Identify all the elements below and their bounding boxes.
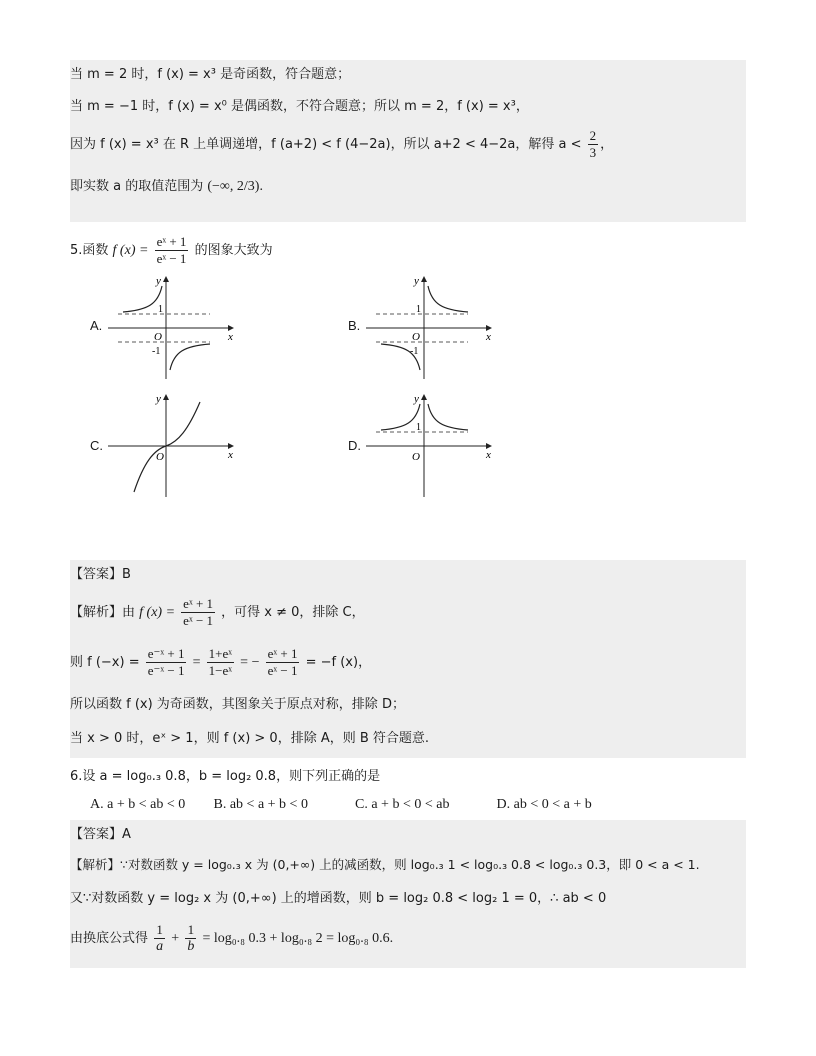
punctuation: ，: [600, 137, 614, 152]
fraction: [155, 234, 189, 267]
graph-options: [70, 274, 746, 574]
explanation-line: 【解析】∵对数函数 y = log₀.₃ x 为 (0,+∞) 上的减函数，则 log₀.₃ 1 < log₀.₃ 0.8 < log₀.₃ 0.3，即 0 < a < 1.: [70, 857, 700, 872]
question-number: 5.函数: [70, 243, 109, 258]
tick-label: -1: [410, 346, 419, 357]
numerator: 2: [589, 128, 597, 143]
option-label-d: D.: [348, 438, 361, 453]
solution-line: [70, 126, 746, 170]
graph-c: [108, 392, 238, 502]
numerator: eˣ + 1: [267, 646, 298, 661]
answer-block-5: [70, 560, 746, 758]
solution-line: 当 m = −1 时，f (x) = x⁰ 是偶函数，不符合题意；所以 m = 2，f (x) = x³，: [70, 99, 529, 114]
explanation-line: [70, 644, 746, 686]
solution-line: [70, 174, 746, 218]
numerator: 1: [185, 922, 196, 939]
tick-label: 1: [158, 304, 163, 315]
solution-line: 当 m = 2 时，f (x) = x³ 是奇函数，符合题意；: [70, 67, 351, 82]
explanation-text: ，可得 x ≠ 0，排除 C，: [221, 605, 365, 620]
origin-label: O: [412, 451, 420, 463]
origin-label: O: [412, 331, 420, 343]
numerator: eˣ + 1: [156, 234, 187, 249]
choice-c: C. a + b < 0 < ab: [355, 797, 450, 812]
graph-d: [366, 392, 496, 502]
denominator: 3: [589, 145, 597, 160]
explanation-text: = −f (x)，: [305, 655, 372, 670]
equals-sign: =: [192, 655, 201, 670]
fraction: [266, 646, 300, 679]
answer-line: 【答案】A: [70, 827, 131, 842]
y-axis-label: y: [414, 393, 419, 405]
choices: [70, 792, 746, 818]
option-label-a: A.: [90, 318, 103, 333]
y-axis-label: y: [414, 275, 419, 287]
solution-text: 因为 f (x) = x³ 在 R 上单调递增，f (a+2) < f (4−2a)，所以 a+2 < 4−2a，解得 a <: [70, 137, 582, 152]
explanation-line: [70, 594, 746, 636]
x-axis-label: x: [486, 449, 491, 461]
x-axis-label: x: [228, 331, 233, 343]
numerator: 1+eˣ: [208, 646, 233, 661]
y-axis-label: y: [156, 275, 161, 287]
origin-label: O: [154, 331, 162, 343]
explanation-line: 所以函数 f (x) 为奇函数，其图象关于原点对称，排除 D；: [70, 697, 405, 712]
fraction: [154, 922, 165, 955]
explanation-line: [70, 920, 746, 964]
fraction: [185, 922, 196, 955]
denominator: 1−eˣ: [208, 663, 233, 678]
question-text: 的图象大致为: [194, 243, 273, 258]
explanation-line: 当 x > 0 时，eˣ > 1，则 f (x) > 0，排除 A，则 B 符合题意.: [70, 731, 430, 746]
solution-text: 即实数 a 的取值范围为: [70, 179, 204, 194]
denominator: eˣ − 1: [267, 663, 298, 678]
function-name: f (x) =: [139, 605, 176, 620]
denominator: e⁻ˣ − 1: [147, 663, 185, 678]
choice-d: D. ab < 0 < a + b: [496, 797, 592, 812]
denominator: a: [156, 939, 164, 954]
fraction: [207, 646, 234, 679]
fraction: [588, 128, 599, 161]
question-stem: 6.设 a = log₀.₃ 0.8，b = log₂ 0.8，则下列正确的是: [70, 769, 381, 784]
explanation-line: 又∵对数函数 y = log₂ x 为 (0,+∞) 上的增函数，则 b = log₂ 0.8 < log₂ 1 = 0，∴ ab < 0: [70, 891, 607, 906]
x-axis-label: x: [228, 449, 233, 461]
function-name: f (x) =: [112, 243, 149, 258]
explanation-text: = log₀.₈ 0.3 + log₀.₈ 2 = log₀.₈ 0.6.: [202, 931, 394, 946]
equals-sign: = −: [240, 655, 260, 670]
plus-sign: +: [171, 931, 180, 946]
denominator: b: [187, 939, 195, 954]
page: [70, 60, 746, 968]
fraction: [146, 646, 187, 679]
graph-a: [108, 274, 238, 384]
answer-block-6: [70, 820, 746, 968]
y-axis-label: y: [156, 393, 161, 405]
question-6: [70, 764, 746, 818]
question-5: [70, 232, 746, 574]
explanation-text: 则 f (−x) =: [70, 655, 140, 670]
explanation-text: 由换底公式得: [70, 931, 149, 946]
denominator: eˣ − 1: [183, 613, 214, 628]
option-label-c: C.: [90, 438, 103, 453]
answer-line: 【答案】B: [70, 567, 131, 582]
choice-a: A. a + b < ab < 0: [90, 797, 186, 812]
solution-block-1: [70, 60, 746, 222]
question-stem: [70, 232, 746, 274]
option-label-b: B.: [348, 318, 361, 333]
origin-label: O: [156, 451, 164, 463]
interval: (−∞, 2/3).: [207, 179, 263, 194]
numerator: e⁻ˣ + 1: [147, 646, 185, 661]
graph-b: [366, 274, 496, 384]
choice-b: B. ab < a + b < 0: [213, 797, 308, 812]
tick-label: -1: [152, 346, 161, 357]
tick-label: 1: [416, 304, 421, 315]
tick-label: 1: [416, 422, 421, 433]
explanation-text: 【解析】由: [70, 605, 136, 620]
numerator: 1: [154, 922, 165, 939]
x-axis-label: x: [486, 331, 491, 343]
denominator: eˣ − 1: [156, 251, 187, 266]
fraction: [181, 596, 215, 629]
numerator: eˣ + 1: [183, 596, 214, 611]
